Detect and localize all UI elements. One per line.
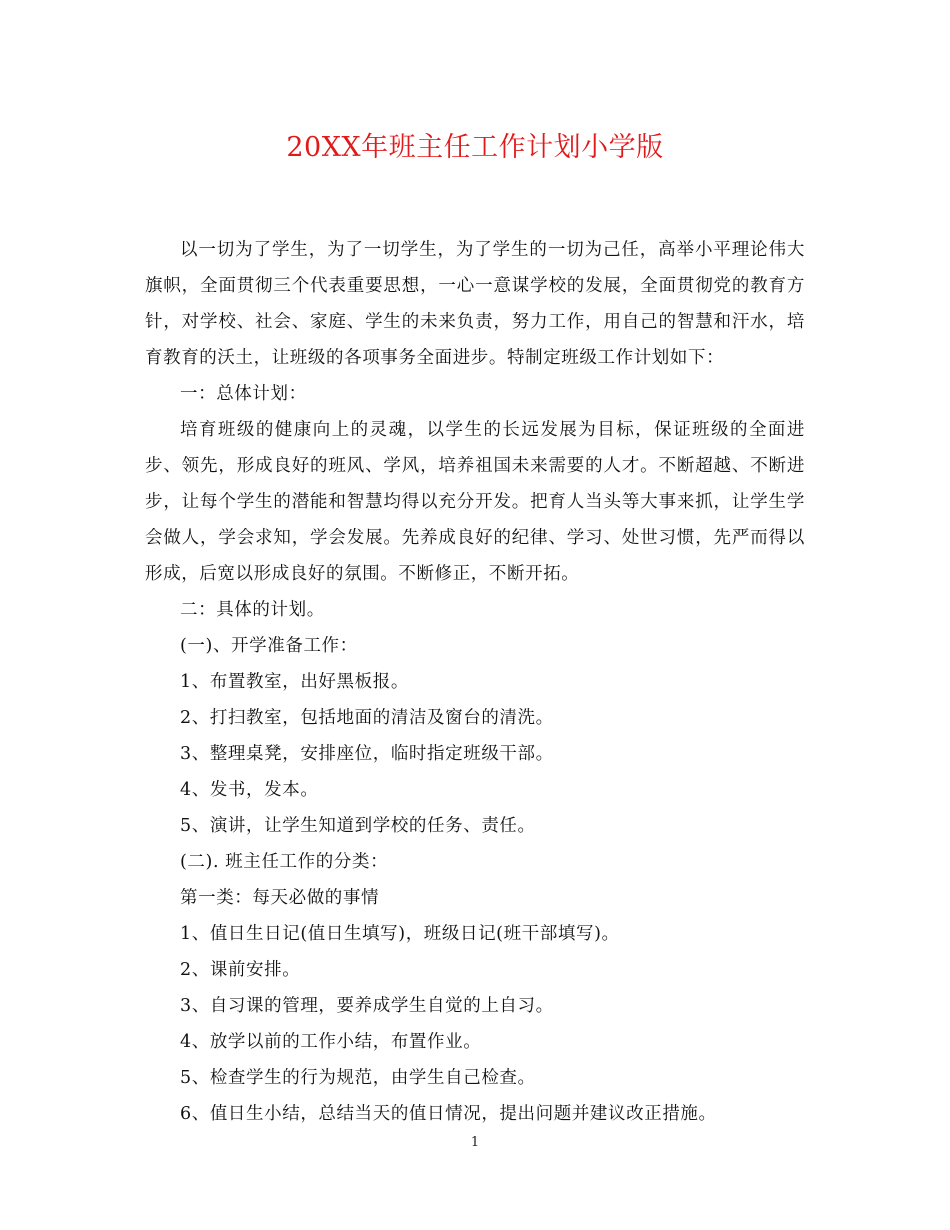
list-item: 4、发书，发本。 bbox=[180, 780, 319, 800]
subsection-heading-preparation: (一)、开学准备工作： bbox=[180, 636, 358, 656]
intro-paragraph: 以一切为了学生，为了一切学生，为了学生的一切为己任，高举小平理论伟大旗帜，全面贯彻三个代表重要思想，一心一意谋学校的发展，全面贯彻党的教育方针，对学校、社会、家庭、学生的未来负责，努力工作，用自己的智慧和汗水，培育教育的沃土，让班级的各项事务全面进步。特制定班级工作计划如下： bbox=[145, 240, 805, 368]
list-item: 3、自习课的管理，要养成学生自觉的上自习。 bbox=[180, 996, 554, 1016]
list-item: 1、布置教室，出好黑板报。 bbox=[180, 672, 409, 692]
list-item: 3、整理桌凳，安排座位，临时指定班级干部。 bbox=[180, 744, 554, 764]
list-item: 5、检查学生的行为规范，由学生自己检查。 bbox=[180, 1068, 536, 1088]
section-heading-specific-plan: 二：具体的计划。 bbox=[180, 600, 325, 620]
category-heading-daily: 第一类：每天必做的事情 bbox=[180, 888, 380, 908]
subsection-heading-classification: (二). 班主任工作的分类： bbox=[180, 852, 389, 872]
list-item: 1、值日生日记(值日生填写)，班级日记(班干部填写)。 bbox=[180, 924, 620, 944]
page-number: 1 bbox=[470, 1135, 480, 1150]
document-title: 20XX年班主任工作计划小学版 bbox=[286, 132, 664, 163]
list-item: 6、值日生小结，总结当天的值日情况，提出问题并建议改正措施。 bbox=[180, 1104, 717, 1124]
list-item: 5、演讲，让学生知道到学校的任务、责任。 bbox=[180, 816, 536, 836]
section-heading-overall-plan: 一：总体计划： bbox=[180, 384, 307, 404]
list-item: 4、放学以前的工作小结，布置作业。 bbox=[180, 1032, 482, 1052]
document-body bbox=[145, 232, 805, 1132]
list-item: 2、课前安排。 bbox=[180, 960, 301, 980]
list-item: 2、打扫教室，包括地面的清洁及窗台的清洗。 bbox=[180, 708, 554, 728]
overall-plan-paragraph: 培育班级的健康向上的灵魂，以学生的长远发展为目标，保证班级的全面进步、领先，形成良好的班风、学风，培养祖国未来需要的人才。不断超越、不断进步，让每个学生的潜能和智慧均得以充分开发。把育人当头等大事来抓，让学生学会做人，学会求知，学会发展。先养成良好的纪律、学习、处世习惯，先严而得以形成，后宽以形成良好的氛围。不断修正，不断开拓。 bbox=[145, 420, 805, 584]
